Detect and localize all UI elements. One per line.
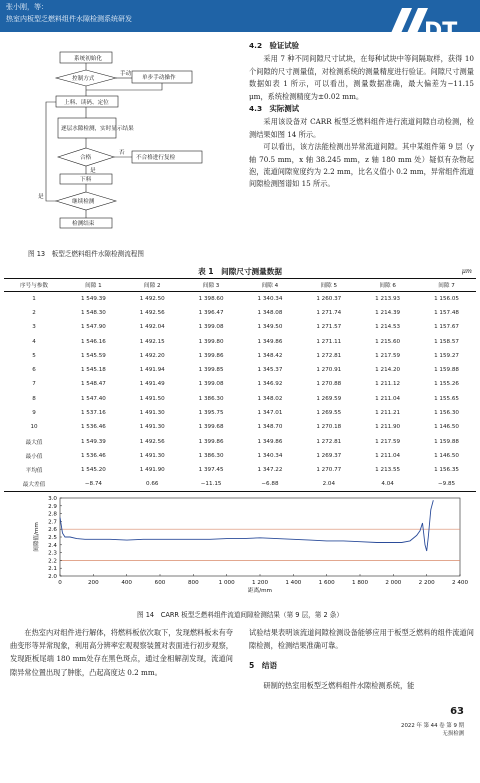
- table-cell: 最小值: [25, 453, 43, 460]
- flow-control-label: 控制方式: [72, 76, 95, 82]
- table-cell: 1 399.08: [198, 324, 224, 331]
- table-cell: 1 156.05: [434, 295, 459, 302]
- flow-edge-yes-b: 是: [38, 194, 44, 200]
- y-tick-label: 2.0: [48, 574, 57, 580]
- table-cell: 1 395.75: [198, 410, 224, 417]
- table-cell: 1 215.60: [375, 338, 401, 345]
- table-cell: 1 270.88: [316, 381, 342, 388]
- journal-issue: 2022 年 第 44 卷 第 9 期: [401, 723, 464, 729]
- figure-13-caption: 图 13 板型乏燃料组件水隙检测流程图: [28, 250, 144, 258]
- table-cell: 1 491.30: [139, 424, 165, 431]
- table-cell: 4.04: [358, 477, 417, 491]
- table-cell: 1 349.50: [257, 324, 283, 331]
- table-cell: −8.74: [64, 477, 123, 491]
- y-tick-label: 2.1: [48, 566, 57, 573]
- journal-info: [401, 722, 464, 738]
- bottom-left-paragraph: 在热室内对组件进行解体，将燃料板依次取下，发现燃料板未有夸曲变形等异常现象，利用高分辨率宏观观察装置对表面进行初步观察，发现距板尾端 180 mm处存在黑色斑点，通过金相解剖发现，流道间隙异常位置出现了肿胀，凸起高度达 0.2 mm。: [10, 628, 233, 677]
- table-cell: 1 492.56: [139, 438, 165, 445]
- table-cell: 1 214.20: [375, 367, 401, 374]
- table-cell: 1 491.50: [139, 395, 165, 402]
- table-cell: 10: [30, 424, 38, 431]
- ndt-logo: [380, 4, 460, 44]
- y-tick-label: 2.4: [48, 542, 57, 549]
- table-cell: 1 346.92: [257, 381, 283, 388]
- bottom-left-column: [10, 626, 233, 679]
- table-cell: 1 349.86: [257, 438, 283, 445]
- table-cell: 1 269.59: [316, 395, 342, 402]
- table-cell: 1 159.27: [434, 352, 459, 359]
- table-cell: 1 399.85: [198, 367, 224, 374]
- table-cell: 1 492.56: [139, 309, 165, 316]
- x-tick-label: 1 200: [251, 580, 269, 586]
- table-cell: 1 211.04: [375, 452, 401, 459]
- table-row: [4, 377, 476, 391]
- table-row: [4, 349, 476, 363]
- table-cell: 1 159.88: [434, 438, 459, 445]
- table-cell: 1 214.39: [375, 309, 401, 316]
- table-cell: 1 272.81: [316, 438, 342, 445]
- x-tick-label: 2 400: [451, 580, 469, 586]
- table-cell: 1 271.74: [316, 309, 342, 316]
- table-cell: 1 156.35: [434, 467, 459, 474]
- table-row: [4, 449, 476, 463]
- table-cell: 1 545.20: [80, 467, 106, 474]
- table-cell: 1 155.65: [434, 395, 459, 402]
- x-tick-label: 0: [58, 580, 62, 586]
- table-cell: 1 347.22: [257, 467, 283, 474]
- table-cell: 最大值: [25, 439, 43, 446]
- table-header-cell: 间隙 1: [64, 279, 123, 292]
- x-tick-label: 200: [87, 580, 99, 586]
- y-tick-label: 3.0: [48, 496, 57, 502]
- x-tick-label: 1 600: [318, 580, 335, 586]
- y-tick-label: 2.7: [48, 519, 57, 526]
- table-cell: 1 159.88: [434, 367, 459, 374]
- table-cell: 1 348.08: [257, 309, 283, 316]
- table-cell: 1 340.34: [257, 452, 283, 459]
- x-axis-label: 距离/mm: [248, 588, 272, 594]
- flow-retract-label: 逐层水隙检测，实时显示结果: [61, 126, 134, 132]
- table-cell: 1 348.02: [257, 395, 283, 402]
- table-cell: 平均值: [25, 468, 43, 475]
- x-tick-label: 1 800: [351, 580, 369, 586]
- table-cell: 1 536.46: [80, 452, 106, 459]
- section-4-3-heading: 4.3 实际测试: [249, 104, 300, 114]
- table-cell: −9.85: [417, 477, 476, 491]
- x-tick-label: 400: [121, 580, 133, 586]
- table-cell: 1 399.08: [198, 381, 224, 388]
- table-row: [4, 363, 476, 377]
- table-cell: 1 386.30: [198, 452, 224, 459]
- flow-edge-yes-a: 是: [90, 168, 96, 174]
- table-cell: 1 270.18: [316, 424, 342, 431]
- table-cell: 1 399.86: [198, 352, 224, 359]
- table-cell: 1 547.40: [80, 395, 106, 402]
- table-cell: 1 217.59: [375, 352, 401, 359]
- table-cell: 9: [32, 410, 36, 417]
- table-cell: 1 269.37: [316, 452, 342, 459]
- table-row: [4, 306, 476, 320]
- y-tick-label: 2.8: [48, 511, 57, 518]
- table-1-caption: 表 1 间隙尺寸测量数据: [198, 267, 282, 276]
- x-tick-label: 2 000: [385, 580, 402, 586]
- table-cell: 1 545.59: [80, 352, 106, 359]
- table-cell: 1 491.94: [139, 367, 165, 374]
- table-cell: 1 340.34: [257, 295, 283, 302]
- table-cell: 1 348.70: [257, 424, 283, 431]
- table-cell: 1 491.30: [139, 452, 165, 459]
- table-cell: 1 270.77: [316, 467, 342, 474]
- y-tick-label: 2.6: [48, 527, 57, 534]
- chart-svg: [20, 494, 476, 604]
- table-header-cell: 间隙 2: [123, 279, 182, 292]
- table-row: [4, 420, 476, 434]
- running-title: 热室内板型乏燃料组件水隙检测系统研发: [6, 15, 132, 23]
- table-row: [4, 320, 476, 334]
- page-number: 63: [450, 706, 464, 717]
- table-unit: μm: [461, 267, 472, 275]
- right-column: [249, 40, 474, 191]
- table-cell: 1 271.11: [316, 338, 342, 345]
- bottom-right-paragraph-2: 研制的热室用板型乏燃料组件水隙检测系统，能: [263, 680, 415, 690]
- y-axis-label: 间隙值/mm: [34, 522, 40, 552]
- y-tick-label: 2.3: [48, 550, 57, 557]
- gap-measurement-table: [4, 278, 476, 492]
- table-body: [4, 292, 476, 492]
- table-cell: 1 269.55: [316, 410, 342, 417]
- table-cell: 1 549.39: [80, 438, 106, 445]
- table-cell: 1 211.12: [375, 381, 401, 388]
- x-tick-label: 1 400: [285, 580, 302, 586]
- table-cell: 1 548.47: [80, 381, 106, 388]
- table-cell: 1 491.90: [139, 467, 165, 474]
- table-cell: 1 214.53: [375, 324, 401, 331]
- table-cell: 1 156.30: [434, 410, 459, 417]
- table-cell: 最大差值: [4, 477, 64, 491]
- table-cell: 1 399.86: [198, 438, 224, 445]
- section-4-3-paragraph-1: 采用该设备对 CARR 板型乏燃料组件进行流道间隙自动检测，检测结果如图 14 所示。: [249, 117, 474, 139]
- flow-review-label: 不合格进行复检: [136, 155, 176, 161]
- table-cell: 1 492.50: [139, 295, 165, 302]
- table-header-cell: 间隙 4: [241, 279, 300, 292]
- svg-text:DT: DT: [424, 19, 458, 44]
- table-cell: 0.66: [123, 477, 182, 491]
- table-cell: −11.15: [182, 477, 241, 491]
- header-author: 张小刚，等：: [6, 3, 48, 11]
- table-cell: 1 211.04: [375, 395, 401, 402]
- table-cell: 1 491.49: [139, 381, 165, 388]
- section-4-2-heading: 4.2 验证试验: [249, 41, 300, 50]
- table-row: [4, 334, 476, 348]
- table-cell: 1 157.67: [434, 324, 459, 331]
- x-tick-label: 1 000: [218, 580, 235, 586]
- table-cell: 1 158.57: [434, 338, 459, 345]
- flow-continue-label: 继续检测: [72, 199, 95, 205]
- flow-edge-manual: 手动: [120, 71, 132, 77]
- table-cell: 1 345.37: [257, 367, 283, 374]
- table-header-row: [4, 279, 476, 292]
- table-header-cell: 间隙 6: [358, 279, 417, 292]
- section-4-3-paragraph-2: 可以看出，该方法能检测出异常流道间隙。其中某组件第 9 层（y 轴 70.5 mm，x 轴 38.245 mm，z 轴 180 mm 处）疑似有杂物起泡，流道间隙宽度约为 2.2 mm，比名义值小 0.2 mm，异常组件流道间隙检测图谱如 15 所示。: [249, 142, 474, 189]
- flow-upload-label: 上料、读码、定位: [64, 100, 109, 106]
- table-row: [4, 406, 476, 420]
- figure-14-caption: 图 14 CARR 板型乏燃料组件流道间隙检测结果（第 9 层，第 2 条）: [137, 611, 343, 619]
- table-cell: 1 272.81: [316, 352, 342, 359]
- gap-line-chart: [20, 494, 476, 604]
- table-header-cell: 序号与参数: [4, 279, 64, 292]
- table-cell: 1 396.47: [198, 309, 224, 316]
- table-cell: 1 348.42: [257, 352, 283, 359]
- flowchart-figure-13: [0, 40, 236, 280]
- table-cell: 1 347.01: [257, 410, 283, 417]
- table-cell: 1 349.86: [257, 338, 283, 345]
- table-cell: 2: [32, 309, 36, 316]
- table-cell: 3: [32, 324, 36, 331]
- bottom-right-paragraph-1: 试验结果表明该流道间隙检测设备能够应用于板型乏燃料的组件流道间隙检测，检测结果准确可靠。: [249, 628, 474, 651]
- table-cell: 1 146.50: [434, 424, 459, 431]
- table-cell: 1 270.91: [316, 367, 342, 374]
- section-4-2-paragraph: 采用 7 种不同间隙尺寸试块，在每种试块中等间隔取样，获得 10 个间隙的尺寸测量值，对检测系统的测量精度进行验证。间隙尺寸测量数据如表 1 所示，可以看出，测量数据准确，最大偏差为−11.15 μm，系统检测精度为±0.02 mm。: [249, 54, 474, 101]
- table-cell: 1 399.80: [198, 338, 224, 345]
- series-line: [60, 500, 433, 551]
- table-cell: 1 386.30: [198, 395, 224, 402]
- table-row: [4, 463, 476, 477]
- x-tick-label: 600: [154, 580, 166, 586]
- table-cell: 1 155.26: [434, 381, 459, 388]
- table-cell: 1 217.59: [375, 438, 401, 445]
- table-row: [4, 392, 476, 406]
- y-tick-label: 2.5: [48, 535, 57, 541]
- table-cell: 1 491.30: [139, 410, 165, 417]
- table-header-cell: 间隙 3: [182, 279, 241, 292]
- table-row: [4, 292, 476, 306]
- table-cell: 1 545.18: [80, 367, 106, 374]
- table-cell: 8: [32, 395, 36, 402]
- bottom-right-column: [249, 626, 474, 692]
- x-tick-label: 2 200: [418, 580, 435, 586]
- table-cell: 1 260.37: [316, 295, 342, 302]
- flow-end-label: 检测结束: [72, 221, 95, 227]
- table-cell: 1 146.50: [434, 452, 459, 459]
- table-row: [4, 434, 476, 448]
- table-cell: 7: [32, 381, 36, 388]
- table-cell: 1 397.45: [198, 467, 224, 474]
- table-header-cell: 间隙 5: [299, 279, 358, 292]
- table-cell: 4: [32, 338, 36, 345]
- flow-edge-no: 否: [119, 150, 125, 156]
- table-cell: −6.88: [241, 477, 300, 491]
- table-header-cell: 间隙 7: [417, 279, 476, 292]
- section-5-heading: 5 结语: [249, 661, 278, 671]
- ndt-logo-graphic: [380, 4, 460, 44]
- flow-init-label: 系统初始化: [74, 56, 102, 62]
- table-cell: 1 213.93: [375, 295, 401, 302]
- table-cell: 1 398.60: [198, 295, 224, 302]
- x-tick-label: 800: [187, 580, 199, 586]
- table-cell: 2.04: [299, 477, 358, 491]
- table-cell: 1 492.20: [139, 352, 165, 359]
- flow-single-label: 单步手动操作: [142, 75, 176, 81]
- table-cell: 1 213.55: [375, 467, 401, 474]
- table-cell: 1 211.90: [375, 424, 401, 431]
- table-cell: 1 547.90: [80, 324, 106, 331]
- plot-frame: [60, 498, 460, 576]
- header-band: [0, 0, 480, 44]
- flow-unload-label: 下料: [80, 177, 92, 183]
- table-cell: 1 157.48: [434, 309, 459, 316]
- table-cell: 1 536.46: [80, 424, 106, 431]
- y-tick-label: 2.2: [48, 558, 57, 565]
- table-cell: 1 492.04: [139, 324, 165, 331]
- table-cell: 1 549.39: [80, 295, 106, 302]
- table-cell: 1 548.30: [80, 309, 106, 316]
- table-cell: 1 492.15: [139, 338, 165, 345]
- table-cell: 1 399.68: [198, 424, 224, 431]
- journal-name: 无损检测: [442, 731, 464, 737]
- table-cell: 1: [32, 295, 36, 302]
- table-cell: 5: [32, 352, 36, 359]
- table-row: [4, 477, 476, 491]
- table-cell: 6: [32, 367, 36, 374]
- table-cell: 1 537.16: [80, 410, 106, 417]
- table-cell: 1 211.21: [375, 410, 401, 417]
- y-tick-label: 2.9: [48, 503, 57, 510]
- table-cell: 1 546.16: [80, 338, 106, 345]
- table-cell: 1 271.57: [316, 324, 342, 331]
- flow-qualified-label: 合格: [80, 155, 92, 161]
